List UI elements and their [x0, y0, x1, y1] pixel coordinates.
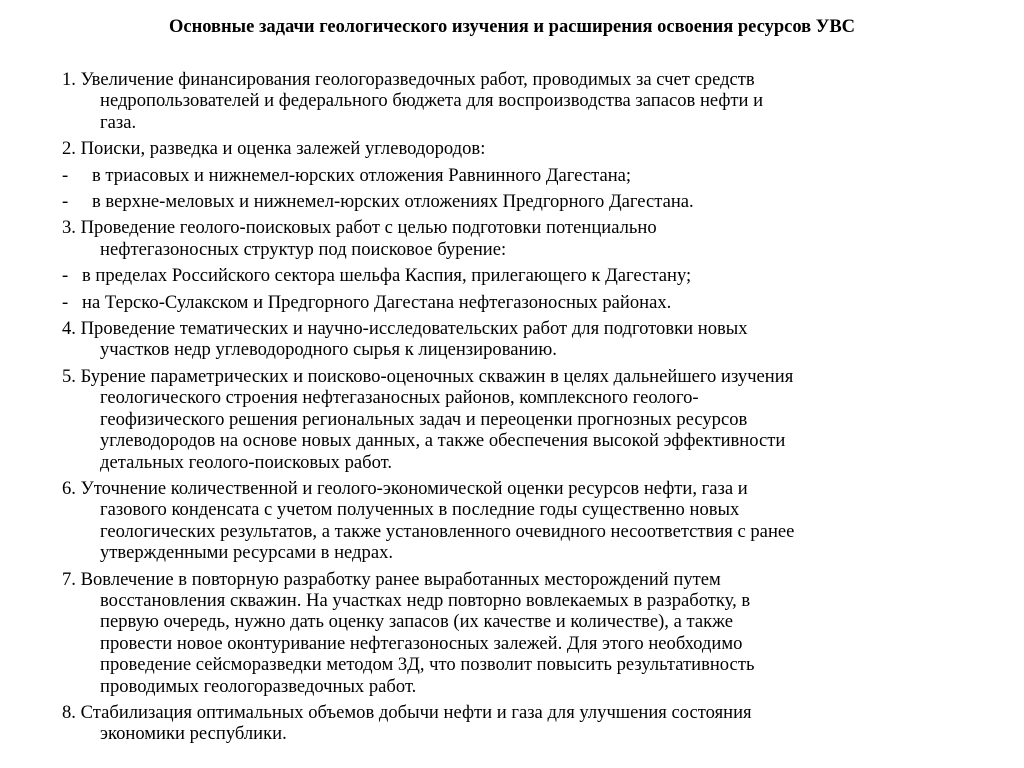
item-6-line-1: 6. Уточнение количественной и геолого-экономической оценки ресурсов нефти, газа и [62, 477, 748, 499]
item-7-line-2: восстановления скважин. На участках недр повторно вовлекаемых в разработку, в [100, 589, 751, 611]
item-6-line-4: утвержденными ресурсами в недрах. [100, 542, 394, 564]
item-1-line-2: недропользователей и федерального бюджета для воспроизводства запасов нефти и [100, 90, 764, 112]
list-item-6 [62, 478, 967, 564]
item-6-line-2: газового конденсата с учетом полученных в последние годы существенно новых [100, 499, 740, 521]
sub-item-caspian [62, 265, 967, 286]
item-5-line-3: геофизического решения региональных задач и переоценки прогнозных ресурсов [100, 408, 748, 430]
dash-mark: - [62, 164, 69, 186]
dash-mark: - [62, 191, 69, 213]
sub-item-cretaceous [62, 191, 967, 212]
item-4-line-2: участков недр углеводородного сырья к лицензированию. [100, 339, 557, 361]
item-2-line-1: 2. Поиски, разведка и оценка залежей углеводородов: [62, 138, 486, 160]
item-5-line-2: геологического строения нефтегазаносных районов, комплексного геолого- [100, 387, 699, 409]
list-item-2 [62, 138, 967, 159]
item-5-line-4: углеводородов на основе новых данных, а также обеспечения высокой эффективности [100, 430, 786, 452]
sub-item-text: на Терско-Сулакском и Предгорного Дагестана нефтегазоносных районах. [82, 291, 672, 313]
item-7-line-6: проводимых геологоразведочных работ. [100, 675, 417, 697]
item-7-line-3: первую очередь, нужно дать оценку запасов (их качестве и количестве), а также [100, 611, 733, 633]
item-1-line-3: газа. [100, 111, 137, 133]
item-6-line-3: геологических результатов, а также установленного очевидного несоответствия с ранее [100, 520, 795, 542]
sub-item-text: в верхне-меловых и нижнемел-юрских отложениях Предгорного Дагестана. [92, 191, 694, 213]
item-3-line-1: 3. Проведение геолого-поисковых работ с целью подготовки потенциально [62, 217, 657, 239]
list-item-3 [62, 217, 967, 260]
page-title: Основные задачи геологического изучения и расширения освоения ресурсов УВС [168, 17, 856, 37]
item-4-line-1: 4. Проведение тематических и научно-исследовательских работ для подготовки новых [62, 318, 748, 340]
item-5-line-1: 5. Бурение параметрических и поисково-оценочных скважин в целях дальнейшего изучения [62, 365, 794, 387]
item-5-line-5: детальных геолого-поисковых работ. [100, 451, 393, 473]
task-list [62, 69, 967, 750]
dash-mark: - [62, 291, 69, 313]
sub-item-text: в пределах Российского сектора шельфа Каспия, прилегающего к Дагестану; [82, 265, 692, 287]
list-item-1 [62, 69, 967, 133]
item-8-line-1: 8. Стабилизация оптимальных объемов добычи нефти и газа для улучшения состояния [62, 701, 752, 723]
item-7-line-5: проведение сейсморазведки методом 3Д, что позволит повысить результативность [100, 654, 755, 676]
item-3-line-2: нефтегазоносных структур под поисковое бурение: [100, 238, 507, 260]
dash-mark: - [62, 265, 69, 287]
item-1-line-1: 1. Увеличение финансирования геологоразведочных работ, проводимых за счет средств [62, 69, 755, 90]
item-7-line-1: 7. Вовлечение в повторную разработку ранее выработанных месторождений путем [62, 568, 721, 590]
list-item-4 [62, 318, 967, 361]
sub-item-tersko-sulak [62, 292, 967, 313]
sub-item-text: в триасовых и нижнемел-юрских отложения Равнинного Дагестана; [92, 164, 632, 186]
item-7-line-4: провести новое оконтуривание нефтегазоносных залежей. Для этого необходимо [100, 632, 743, 654]
list-item-8 [62, 702, 967, 745]
sub-item-triassic [62, 165, 967, 186]
item-8-line-2: экономики республики. [100, 723, 287, 745]
list-item-7 [62, 569, 967, 697]
list-item-5 [62, 366, 967, 473]
